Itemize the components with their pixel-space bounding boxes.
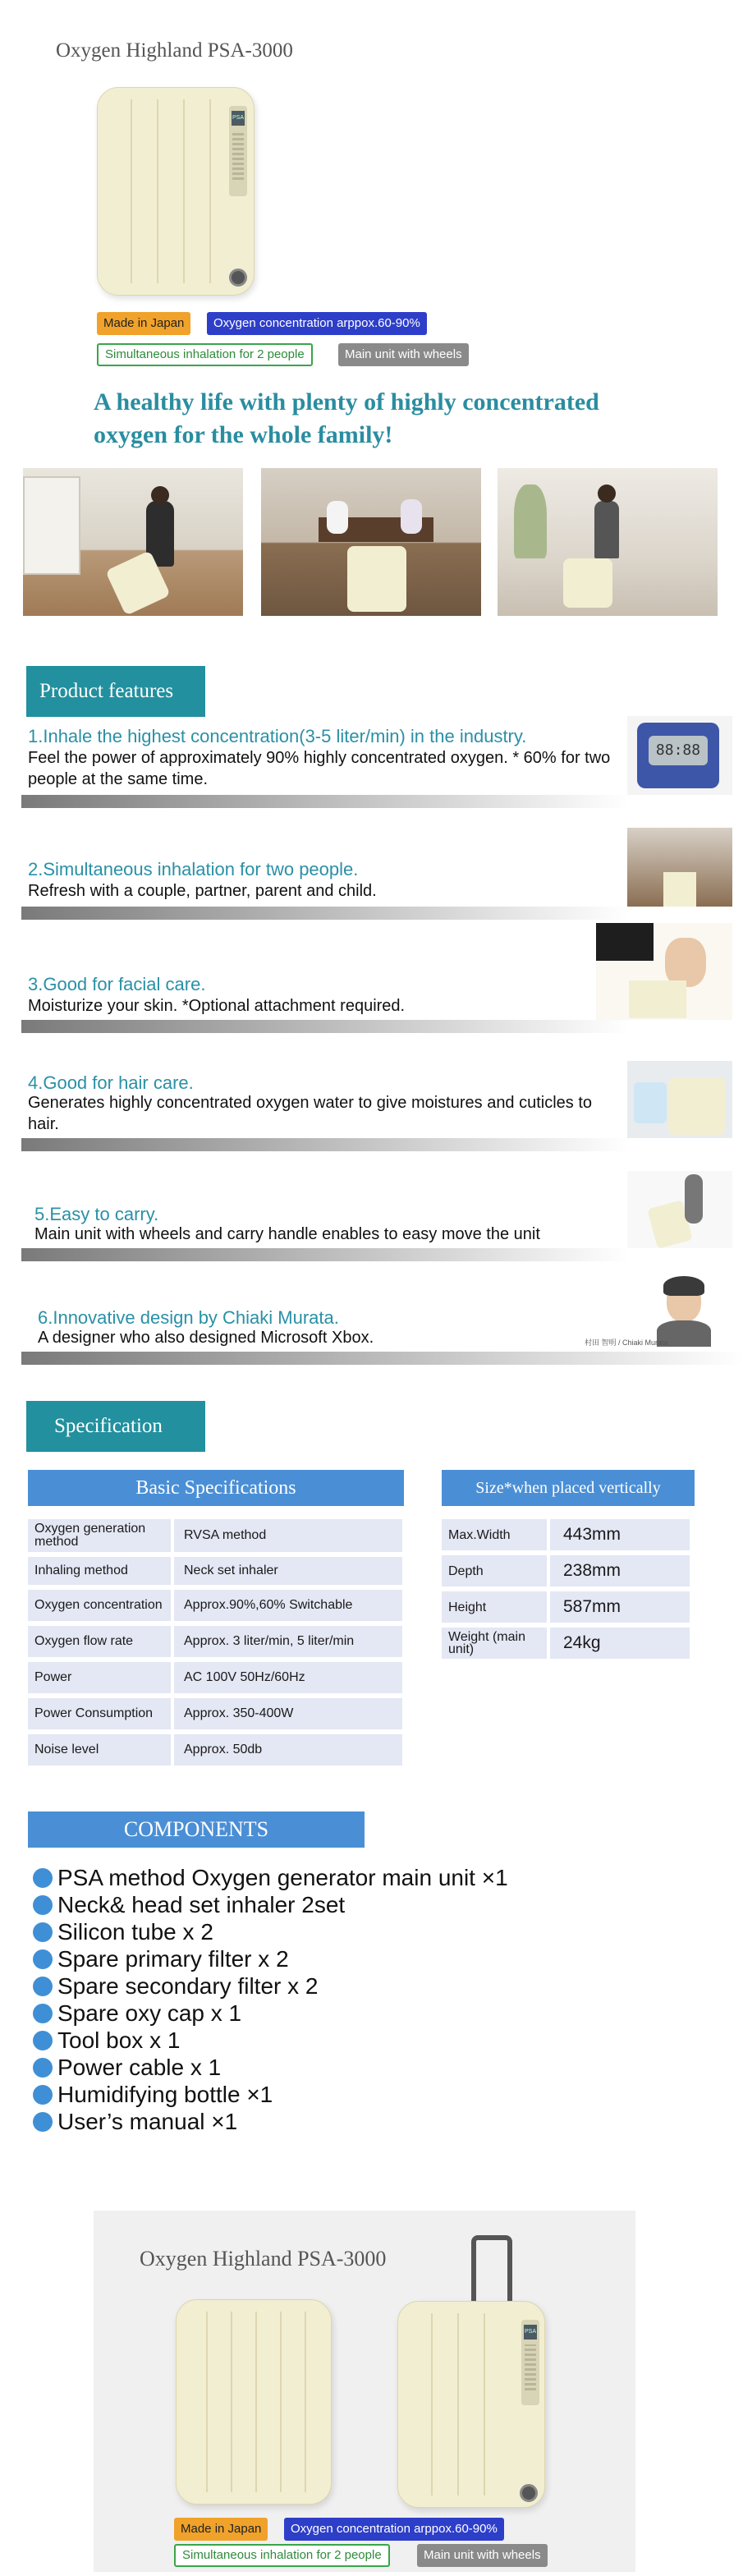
bottom-badge-simultaneous-inhalation: Simultaneous inhalation for 2 people xyxy=(174,2544,390,2567)
spec-label: Oxygen flow rate xyxy=(28,1626,171,1657)
spec-label: Noise level xyxy=(28,1734,171,1766)
bullet-icon xyxy=(33,2112,53,2132)
product-image-main xyxy=(97,87,255,296)
headline: A healthy life with plenty of highly concentrated oxygen for the whole family! xyxy=(94,388,599,448)
feature-2-image xyxy=(627,828,732,907)
badge-oxygen-concentration: Oxygen concentration arppox.60-90% xyxy=(207,312,427,335)
bullet-icon xyxy=(33,2031,53,2050)
feature-3-divider xyxy=(21,1020,629,1033)
spec-value: RVSA method xyxy=(174,1519,402,1552)
basic-spec-row xyxy=(28,1557,402,1585)
product-image-side xyxy=(397,2301,545,2508)
lifestyle-photo-living xyxy=(498,468,718,616)
component-label: Spare secondary filter x 2 xyxy=(57,1972,319,1999)
basic-spec-row xyxy=(28,1698,402,1729)
component-item xyxy=(33,1891,508,1918)
display-readout: 88:88 xyxy=(649,736,708,765)
component-item xyxy=(33,2081,508,2108)
size-label: Height xyxy=(442,1591,547,1623)
feature-6-title: 6.Innovative design by Chiaki Murata. xyxy=(38,1307,339,1328)
spec-label: Power xyxy=(28,1662,171,1693)
bullet-icon xyxy=(33,1977,53,1996)
bullet-icon xyxy=(33,2004,53,2023)
component-label: Silicon tube x 2 xyxy=(57,1918,213,1945)
size-value: 443mm xyxy=(550,1519,690,1550)
feature-3-desc: Moisturize your skin. *Optional attachment required. xyxy=(28,997,406,1015)
components-header: COMPONENTS xyxy=(28,1811,365,1848)
component-label: Power cable x 1 xyxy=(57,2054,222,2080)
spec-label: Inhaling method xyxy=(28,1557,171,1585)
spec-label: Power Consumption xyxy=(28,1698,171,1729)
badge-wheels: Main unit with wheels xyxy=(338,343,469,366)
component-label: PSA method Oxygen generator main unit ×1 xyxy=(57,1864,508,1890)
basic-specifications-header: Basic Specifications xyxy=(28,1470,404,1506)
component-item xyxy=(33,1945,508,1972)
spec-value: AC 100V 50Hz/60Hz xyxy=(174,1662,402,1693)
bottom-product-panel xyxy=(94,2211,635,2572)
specification-header: Specification xyxy=(26,1401,205,1452)
feature-4-divider xyxy=(21,1138,629,1151)
bullet-icon xyxy=(33,1895,53,1915)
product-title: Oxygen Highland PSA-3000 xyxy=(56,39,293,62)
bottom-badge-wheels: Main unit with wheels xyxy=(417,2544,548,2567)
badge-made-in-japan: Made in Japan xyxy=(97,312,190,335)
size-spec-row xyxy=(442,1519,690,1550)
component-label: Spare oxy cap x 1 xyxy=(57,2000,242,2026)
basic-spec-row xyxy=(28,1662,402,1693)
feature-1-desc: Feel the power of approximately 90% highly concentrated oxygen. * 60% for two people at the same time. xyxy=(28,749,611,788)
bullet-icon xyxy=(33,1922,53,1942)
bottom-display-screen: PSA xyxy=(524,2325,537,2340)
size-label: Weight (main unit) xyxy=(442,1628,547,1659)
component-label: Humidifying bottle ×1 xyxy=(57,2081,273,2107)
wheel xyxy=(229,269,247,287)
size-spec-row xyxy=(442,1555,690,1586)
size-spec-row xyxy=(442,1628,690,1659)
feature-5-title: 5.Easy to carry. xyxy=(34,1204,159,1224)
bottom-badge-oxygen-concentration: Oxygen concentration arppox.60-90% xyxy=(284,2518,504,2541)
component-item xyxy=(33,1918,508,1945)
lifestyle-photo-carry xyxy=(23,468,243,616)
display-screen: PSA xyxy=(232,111,245,126)
feature-2-divider xyxy=(21,907,629,920)
feature-1-title: 1.Inhale the highest concentration(3-5 liter/min) in the industry. xyxy=(28,726,527,746)
size-header: Size*when placed vertically xyxy=(442,1470,695,1506)
size-label: Depth xyxy=(442,1555,547,1586)
spec-value: Approx.90%,60% Switchable xyxy=(174,1590,402,1621)
size-value: 238mm xyxy=(550,1555,690,1586)
feature-2-title: 2.Simultaneous inhalation for two people. xyxy=(28,859,359,879)
product-image-front xyxy=(176,2299,332,2505)
bullet-icon xyxy=(33,1868,53,1888)
component-label: User’s manual ×1 xyxy=(57,2108,238,2134)
feature-3-title: 3.Good for facial care. xyxy=(28,974,206,994)
spec-value: Approx. 3 liter/min, 5 liter/min xyxy=(174,1626,402,1657)
size-spec-row xyxy=(442,1591,690,1623)
badge-simultaneous-inhalation: Simultaneous inhalation for 2 people xyxy=(97,343,313,366)
feature-1-divider xyxy=(21,795,629,808)
component-item xyxy=(33,1864,508,1891)
feature-2-desc: Refresh with a couple, partner, parent and child. xyxy=(28,882,377,900)
spec-label: Oxygen generation method xyxy=(28,1519,171,1552)
component-item xyxy=(33,1972,508,2000)
spec-value: Approx. 50db xyxy=(174,1734,402,1766)
feature-6-desc: A designer who also designed Microsoft Xbox. xyxy=(38,1329,374,1347)
feature-4-image xyxy=(627,1061,732,1138)
basic-spec-row xyxy=(28,1626,402,1657)
component-label: Tool box x 1 xyxy=(57,2027,181,2053)
spec-value: Approx. 350-400W xyxy=(174,1698,402,1729)
component-item xyxy=(33,2054,508,2081)
components-list xyxy=(33,1864,508,2135)
basic-spec-row xyxy=(28,1519,402,1552)
component-label: Spare primary filter x 2 xyxy=(57,1945,289,1972)
feature-5-desc: Main unit with wheels and carry handle enables to easy move the unit xyxy=(34,1225,540,1243)
spec-label: Oxygen concentration xyxy=(28,1590,171,1621)
bottom-badge-made-in-japan: Made in Japan xyxy=(174,2518,268,2541)
bottom-product-title: Oxygen Highland PSA-3000 xyxy=(140,2247,387,2271)
feature-5-divider xyxy=(21,1248,629,1261)
wheel xyxy=(520,2484,538,2502)
basic-spec-row xyxy=(28,1590,402,1621)
bullet-icon xyxy=(33,2058,53,2078)
size-value: 24kg xyxy=(550,1628,690,1659)
feature-3-image xyxy=(596,923,732,1020)
size-value: 587mm xyxy=(550,1591,690,1623)
component-label: Neck& head set inhaler 2set xyxy=(57,1891,346,1917)
component-item xyxy=(33,2108,508,2135)
bullet-icon xyxy=(33,1949,53,1969)
designer-portrait xyxy=(649,1273,714,1347)
spec-value: Neck set inhaler xyxy=(174,1557,402,1585)
bullet-icon xyxy=(33,2085,53,2105)
basic-spec-row xyxy=(28,1734,402,1766)
feature-6-divider xyxy=(21,1352,743,1365)
lifestyle-photo-dining xyxy=(261,468,481,616)
control-panel xyxy=(229,106,247,196)
feature-4-desc: Generates highly concentrated oxygen water to give moistures and cuticles to hair. xyxy=(28,1094,593,1133)
product-features-header: Product features xyxy=(26,666,205,717)
feature-4-title: 4.Good for hair care. xyxy=(28,1072,194,1093)
handle xyxy=(471,2235,512,2306)
component-item xyxy=(33,2027,508,2054)
feature-5-image xyxy=(627,1171,732,1248)
component-item xyxy=(33,2000,508,2027)
size-label: Max.Width xyxy=(442,1519,547,1550)
feature-1-image xyxy=(627,716,732,795)
designer-caption: 村田 智明 / Chiaki Murata xyxy=(585,1339,668,1347)
